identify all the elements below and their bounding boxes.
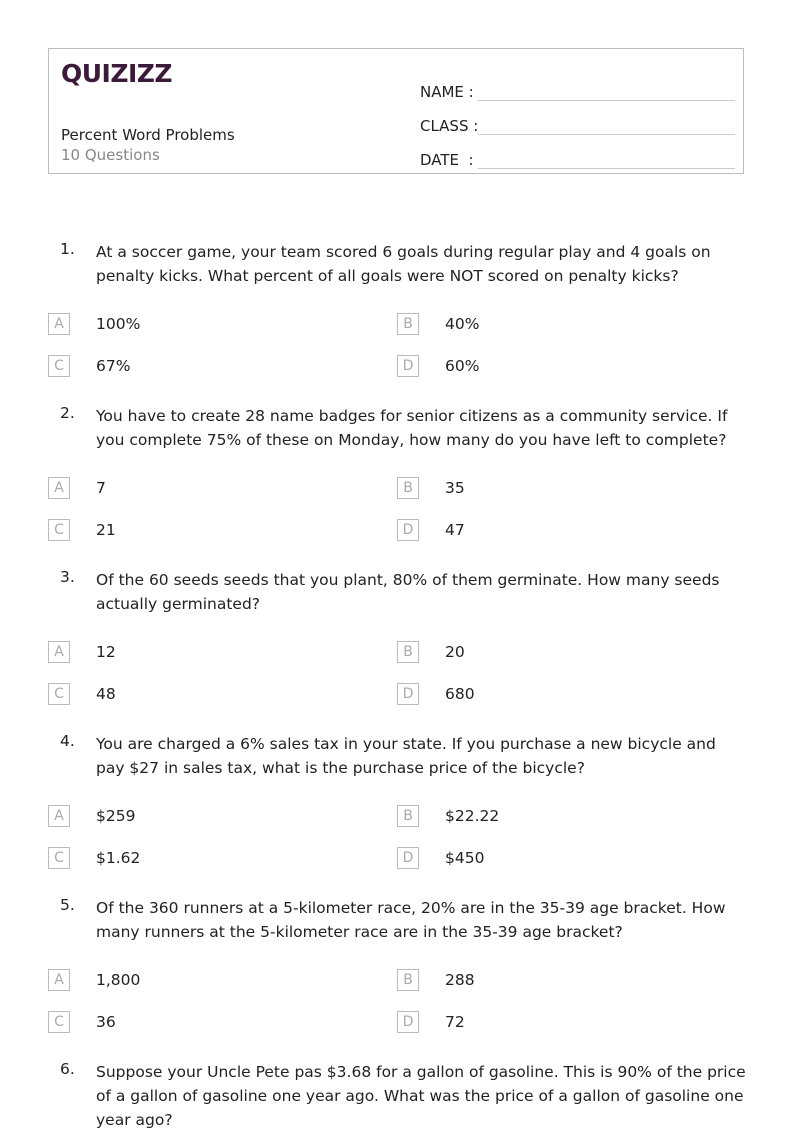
option-letter-box[interactable]: D: [397, 519, 419, 541]
question-number: 5.: [60, 896, 75, 914]
option-letter-box[interactable]: D: [397, 1011, 419, 1033]
option-letter-box[interactable]: B: [397, 313, 419, 335]
name-input-line[interactable]: [478, 78, 735, 101]
option-d[interactable]: [397, 847, 484, 869]
option-letter-box[interactable]: A: [48, 969, 70, 991]
option-letter-box[interactable]: C: [48, 683, 70, 705]
question-number: 1.: [60, 240, 75, 258]
option-a[interactable]: [48, 805, 135, 827]
option-text: 12: [96, 643, 116, 661]
question-text: Of the 360 runners at a 5-kilometer race, 20% are in the 35-39 age bracket. How many runners at the 5-kilometer race are in the 35-39 age bracket?: [96, 899, 726, 941]
question-number: 4.: [60, 732, 75, 750]
option-letter-box[interactable]: C: [48, 355, 70, 377]
question-text: Of the 60 seeds seeds that you plant, 80% of them germinate. How many seeds actually germinated?: [96, 571, 720, 613]
worksheet-header: [48, 48, 744, 174]
option-text: $450: [445, 849, 485, 867]
class-label: CLASS :: [420, 117, 479, 135]
option-b[interactable]: [397, 641, 465, 663]
option-b[interactable]: [397, 805, 499, 827]
worksheet-title: Percent Word Problems: [61, 126, 235, 144]
option-letter-box[interactable]: D: [397, 683, 419, 705]
option-c[interactable]: [48, 1011, 116, 1033]
class-input-line[interactable]: [478, 112, 735, 135]
option-letter-box[interactable]: A: [48, 313, 70, 335]
option-text: 47: [445, 521, 465, 539]
option-letter-box[interactable]: A: [48, 805, 70, 827]
date-field[interactable]: [420, 135, 735, 169]
option-d[interactable]: [397, 519, 465, 541]
option-c[interactable]: [48, 355, 130, 377]
option-letter-box[interactable]: B: [397, 969, 419, 991]
option-text: $1.62: [96, 849, 141, 867]
option-text: 1,800: [96, 971, 141, 989]
name-field[interactable]: [420, 67, 735, 101]
name-label: NAME :: [420, 83, 474, 101]
option-text: 72: [445, 1013, 465, 1031]
option-text: 48: [96, 685, 116, 703]
option-c[interactable]: [48, 519, 116, 541]
option-letter-box[interactable]: D: [397, 847, 419, 869]
question-text: You are charged a 6% sales tax in your state. If you purchase a new bicycle and pay $27 in sales tax, what is the purchase price of the bicycle?: [96, 735, 716, 777]
question-number: 6.: [60, 1060, 75, 1078]
option-text: 680: [445, 685, 475, 703]
option-text: 36: [96, 1013, 116, 1031]
option-letter-box[interactable]: D: [397, 355, 419, 377]
option-d[interactable]: [397, 355, 479, 377]
option-text: $22.22: [445, 807, 500, 825]
date-input-line[interactable]: [478, 146, 735, 169]
option-text: 35: [445, 479, 465, 497]
option-text: 288: [445, 971, 475, 989]
question-number: 2.: [60, 404, 75, 422]
student-info-fields: [420, 67, 735, 169]
option-a[interactable]: [48, 641, 116, 663]
option-text: 21: [96, 521, 116, 539]
option-text: 40%: [445, 315, 480, 333]
option-text: 67%: [96, 357, 131, 375]
option-c[interactable]: [48, 683, 116, 705]
option-b[interactable]: [397, 313, 479, 335]
option-b[interactable]: [397, 477, 465, 499]
option-letter-box[interactable]: B: [397, 477, 419, 499]
option-text: $259: [96, 807, 136, 825]
option-letter-box[interactable]: B: [397, 805, 419, 827]
option-letter-box[interactable]: B: [397, 641, 419, 663]
class-field[interactable]: [420, 101, 735, 135]
option-a[interactable]: [48, 477, 106, 499]
question-text: You have to create 28 name badges for senior citizens as a community service. If you complete 75% of these on Monday, how many do you have left to complete?: [96, 407, 728, 449]
option-text: 20: [445, 643, 465, 661]
option-d[interactable]: [397, 1011, 465, 1033]
option-letter-box[interactable]: C: [48, 1011, 70, 1033]
option-text: 7: [96, 479, 106, 497]
option-a[interactable]: [48, 969, 140, 991]
question-text: At a soccer game, your team scored 6 goals during regular play and 4 goals on penalty kicks. What percent of all goals were NOT scored on penalty kicks?: [96, 243, 711, 285]
option-text: 60%: [445, 357, 480, 375]
option-letter-box[interactable]: A: [48, 641, 70, 663]
option-c[interactable]: [48, 847, 140, 869]
option-letter-box[interactable]: A: [48, 477, 70, 499]
quizizz-logo: QUIZIZZ: [61, 59, 173, 88]
question-count: 10 Questions: [61, 146, 160, 164]
option-letter-box[interactable]: C: [48, 847, 70, 869]
option-d[interactable]: [397, 683, 475, 705]
option-text: 100%: [96, 315, 141, 333]
date-label: DATE :: [420, 151, 474, 169]
question-text: Suppose your Uncle Pete pas $3.68 for a gallon of gasoline. This is 90% of the price of a gallon of gasoline one year ago. What was the price of a gallon of gasoline one year ago?: [96, 1063, 746, 1129]
option-b[interactable]: [397, 969, 475, 991]
option-a[interactable]: [48, 313, 140, 335]
option-letter-box[interactable]: C: [48, 519, 70, 541]
question-number: 3.: [60, 568, 75, 586]
